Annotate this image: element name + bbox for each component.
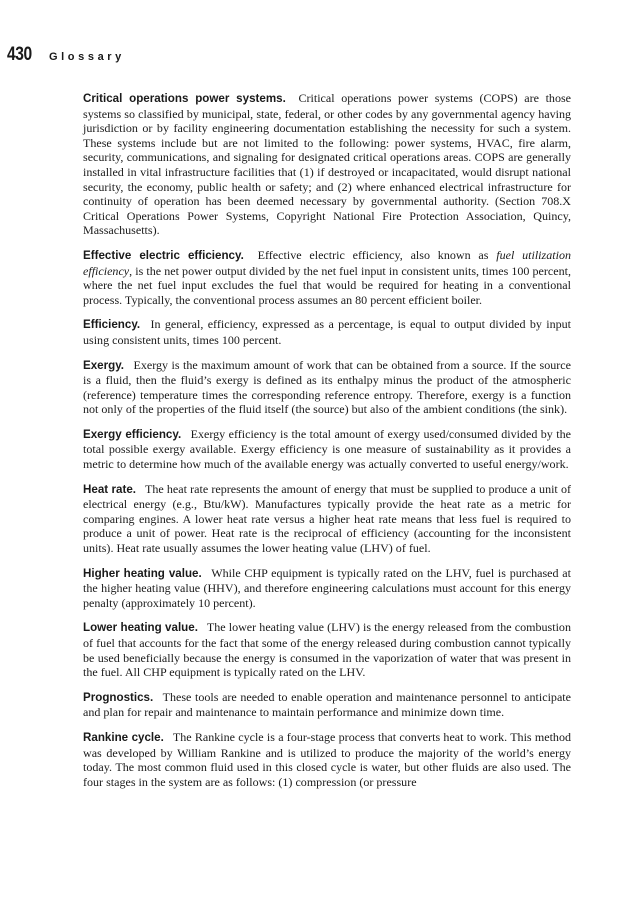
glossary-entry-heat-rate	[83, 482, 571, 556]
entry-term: Effective electric efficiency.	[83, 248, 244, 262]
entry-definition-italic: fuel utilization efficiency	[83, 247, 571, 278]
entry-term: Rankine cycle.	[83, 730, 164, 744]
entry-definition-start: Effective electric efficiency, also known as	[257, 247, 497, 262]
glossary-entry-lower-heating-value	[83, 620, 571, 679]
page-number: 430	[7, 44, 32, 65]
page-header	[7, 44, 125, 66]
entry-definition: The lower heating value (LHV) is the energy released from the combustion of fuel that accounts for the fact that some of the energy released during combustion cannot typically be used beneficially because the energy is consumed in the vaporization of water that was present in the fuel. All CHP equipment is typically rated on the LHV.	[83, 620, 571, 680]
entry-definition: Exergy efficiency is the total amount of exergy used/consumed divided by the total possible exergy available. Exergy efficiency is one measure of sustainability as it provides a metric to determine how much of the available energy was actually converted to useful energy/work.	[83, 426, 571, 472]
glossary-entry-efficiency	[83, 317, 571, 347]
entry-definition: Exergy is the maximum amount of work that can be obtained from a source. If the source is a fluid, then the fluid’s exergy is defined as its enthalpy minus the product of the atmospheric (reference) temperature times the corresponding reference entropy. Therefore, exergy is a function not only of the properties of the fluid itself (the source) but also of the ambient conditions (the sink).	[83, 357, 571, 417]
entry-term: Efficiency.	[83, 318, 141, 332]
glossary-entry-prognostics	[83, 690, 571, 720]
glossary-entry-effective-electric-efficiency	[83, 248, 571, 307]
entry-definition: Critical operations power systems (COPS) are those systems so classified by municipal, state, federal, or other codes by any governmental agency having jurisdiction or by facility engineering documentation establishing the necessity for such a system. These systems include but are not limited to the following: power systems, HVAC, fire alarm, security, communications, and signaling for designated critical operations areas. COPS are generally installed in vital infrastructure facilities that (1) if destroyed or incapacitated, would disrupt national security, the economy, public health or safety; and (2) where enhanced electrical infrastructure for continuity of operation has been deemed necessary by governmental authority. (Section 708.X Critical Operations Power Systems, Copyright National Fire Protection Association, Quincy, Massachusetts).	[83, 91, 572, 238]
glossary-entry-critical-operations	[83, 91, 571, 238]
entry-term: Lower heating value.	[83, 621, 198, 635]
glossary-entry-exergy-efficiency	[83, 427, 571, 472]
entry-definition: The heat rate represents the amount of energy that must be supplied to produce a unit of electrical energy (e.g., Btu/kW). Manufactures typically provide the heat rate as a metric for comparing engines. A lower heat rate versus a higher heat rate means that less fuel is required to produce a unit of power. Heat rate is the reciprocal of efficiency (accounting for the inconsistent units). Heat rate usually assumes the lower heating value (LHV) of fuel.	[83, 481, 572, 556]
glossary-entry-higher-heating-value	[83, 566, 571, 611]
glossary-body	[83, 91, 571, 799]
entry-term: Critical operations power systems.	[83, 92, 286, 105]
entry-term: Exergy efficiency.	[83, 427, 182, 441]
running-head: Glossary	[49, 51, 125, 63]
entry-term: Prognostics.	[83, 690, 154, 704]
entry-term: Heat rate.	[83, 482, 137, 496]
entry-definition: These tools are needed to enable operation and maintenance personnel to anticipate and plan for repair and maintenance to maintain performance and minimize down time.	[83, 689, 572, 720]
glossary-entry-rankine-cycle	[83, 730, 571, 789]
entry-definition: While CHP equipment is typically rated on the LHV, fuel is purchased at the higher heating value (HHV), and therefore engineering calculations must account for this energy penalty (approximately 10 percent).	[83, 565, 571, 610]
glossary-entry-exergy	[83, 358, 571, 417]
entry-definition: The Rankine cycle is a four-stage process that converts heat to work. This method was developed by William Rankine and is utilized to produce the majority of the world’s energy today. The most common fluid used in this closed cycle is water, but other fluids are also used. The four stages in the system are as follows: (1) compression (or pressure	[83, 729, 572, 789]
entry-definition: In general, efficiency, expressed as a percentage, is equal to output divided by input using consistent units, times 100 percent.	[83, 317, 571, 347]
entry-term: Higher heating value.	[83, 566, 202, 580]
entry-definition-end: , is the net power output divided by the net fuel input in consistent units, times 100 percent, where the net fuel input excludes the fuel that would be required for heating in a conventional process. Typically, the conventional process assumes an 80 percent efficient boiler.	[83, 263, 571, 307]
entry-term: Exergy.	[83, 358, 125, 372]
